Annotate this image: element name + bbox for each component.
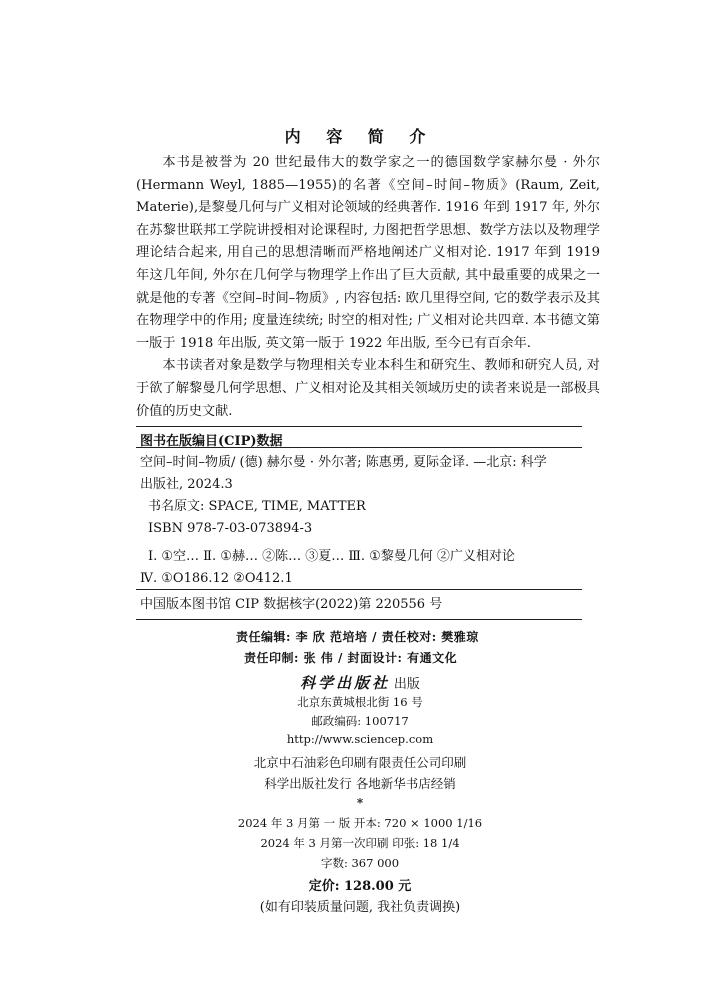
publisher-line xyxy=(0,672,720,693)
price: 定价: 128.00 元 xyxy=(308,879,412,894)
publisher-postcode: 邮政编码: 100717 xyxy=(311,714,409,728)
credits-editors: 责任编辑: 李 欣 范培培 / 责任校对: 樊雅琼 xyxy=(236,630,479,644)
cip-line-2: 出版社, 2024.3 xyxy=(140,477,233,492)
cip-bottom-rule xyxy=(136,619,582,620)
page-title: 内 容 简 介 xyxy=(284,127,436,146)
cip-middle-rule xyxy=(136,589,582,590)
intro-paragraph-2: 本书读者对象是数学与物理相关专业本科生和研究生、教师和研究人员, 对于欲了解黎曼几何学思想、广义相对论及其相关领域历史的读者来说是一部极具价值的历史文献. xyxy=(136,358,600,419)
cip-line-1: 空间–时间–物质/ (德) 赫尔曼 · 外尔著; 陈惠勇, 夏际金译. —北京: 科学 xyxy=(140,455,547,470)
intro-text xyxy=(136,152,600,423)
word-count: 字数: 367 000 xyxy=(320,856,400,870)
intro-paragraph-1: 本书是被誉为 20 世纪最伟大的数学家之一的德国数学家赫尔曼 · 外尔(Hermann Weyl, 1885—1955)的名著《空间–时间–物质》(Raum, Zeit, Materie),是黎曼几何与广义相对论领域的经典著作. 1916 年到 1917 年, 外尔在苏黎世联邦工学院讲授相对论课程时, 力图把哲学思想、数学方法以及物理学理论结合起来, 用自己的思想清晰而严格地阐述广义相对论. 1917 年到 1919 年这几年间, 外尔在几何学与物理学上作出了巨大贡献, 其中最重要的成果之一就是他的专著《空间–时间–物质》, 内容包括: 欧几里得空间, 它的数学表示及其在物理学中的作用; 度量连续统; 时空的相对性; 广义相对论共四章. 本书德文第一版于 1918 年出版, 英文第一版于 1922 年出版, 至今已有百余年. xyxy=(136,155,600,351)
credits-production: 责任印制: 张 伟 / 封面设计: 有通文化 xyxy=(244,651,458,665)
distributor-line: 科学出版社发行 各地新华书店经销 xyxy=(264,776,456,791)
cip-block xyxy=(140,452,600,592)
cip-top-rule xyxy=(136,426,582,427)
cip-classification-2: Ⅳ. ①O186.12 ②O412.1 xyxy=(140,571,293,586)
separator-star: * xyxy=(356,796,364,810)
cip-line-3: 书名原文: SPACE, TIME, MATTER xyxy=(148,499,366,514)
publisher-address: 北京东黄城根北街 16 号 xyxy=(297,695,423,709)
edition-line-2: 2024 年 3 月第一次印刷 印张: 18 1/4 xyxy=(260,836,460,850)
cip-record-number: 中国版本图书馆 CIP 数据核字(2022)第 220556 号 xyxy=(140,597,443,612)
quality-note: (如有印装质量问题, 我社负责调换) xyxy=(259,900,461,915)
cip-classification-1: Ⅰ. ①空… Ⅱ. ①赫… ②陈… ③夏… Ⅲ. ①黎曼几何 ②广义相对论 xyxy=(148,549,515,564)
publisher-logo: 科学出版社 xyxy=(300,674,391,692)
cip-heading-rule xyxy=(136,447,582,448)
publisher-url[interactable]: http://www.sciencep.com xyxy=(286,732,434,746)
cip-heading: 图书在版编目(CIP)数据 xyxy=(140,434,283,449)
edition-line-1: 2024 年 3 月第 一 版 开本: 720 × 1000 1/16 xyxy=(237,816,483,830)
cip-isbn: ISBN 978-7-03-073894-3 xyxy=(148,521,313,536)
printer-line: 北京中石油彩色印刷有限责任公司印刷 xyxy=(253,755,467,770)
publisher-suffix: 出版 xyxy=(393,677,420,692)
